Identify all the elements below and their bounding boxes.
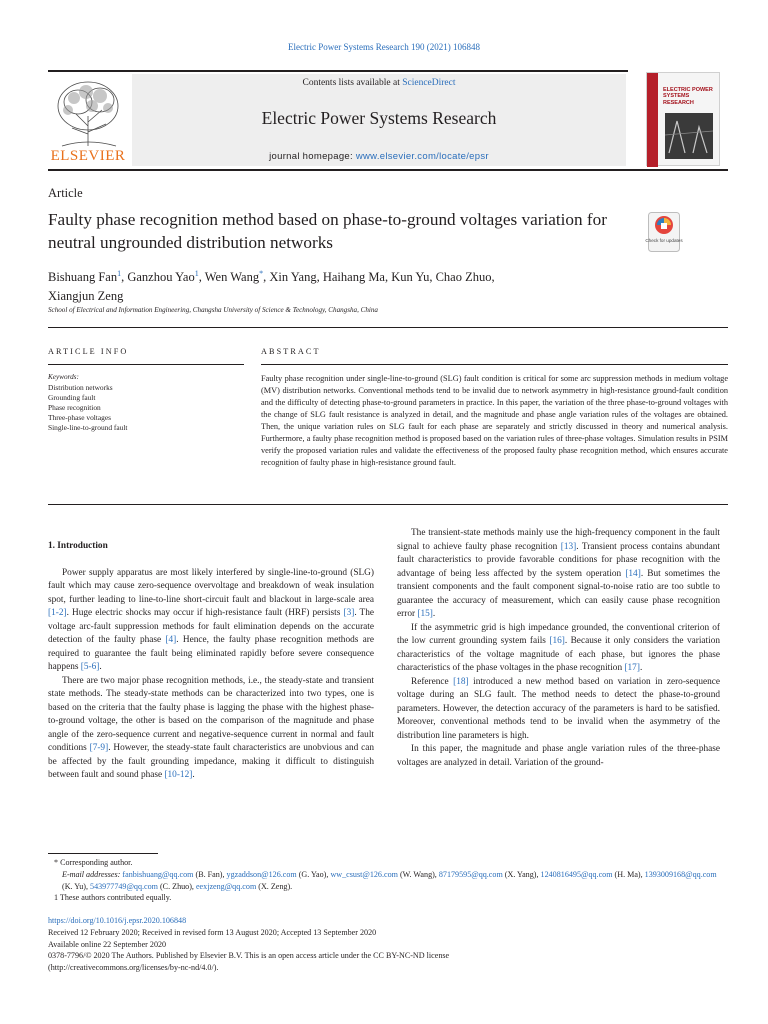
author-name: Xin Yang [269,270,317,285]
check-updates-label: Check for updates [645,238,683,243]
email-owner: (W. Wang), [397,869,439,879]
paragraph-text: . Hence, the faulty phase recognition methods are required to guarantee the fault being eliminated rapidly before severe consequence happens [48,635,374,672]
body-paragraph [397,676,720,744]
citation-link[interactable]: [16] [549,636,565,646]
author-list: Bishuang Fan$^1$, Ganzhou Yao$^1$, Wen Wang*, Xin Yang, Haihang Ma, Kun Yu, Chao Zhuo, Xiangjun Zeng [48,269,495,304]
paragraph-text: . [192,770,195,780]
email-link[interactable]: fanbishuang@qq.com [122,869,194,879]
affiliation: School of Electrical and Information Engineering, Changsha University of Science & Technology, Changsha, China [48,306,378,314]
keyword-item: Phase recognition [48,403,101,413]
email-addresses [48,869,728,893]
email-link[interactable]: 1393009168@qq.com [644,869,717,879]
keyword-item: Three-phase voltages [48,413,111,423]
homepage-prefix: journal homepage: [269,151,356,162]
doi-link[interactable]: https://doi.org/10.1016/j.epsr.2020.106848 [48,916,187,925]
left-paragraphs [48,567,374,783]
keyword-item: Distribution networks [48,383,113,392]
author-mark[interactable]: 1 [194,269,199,278]
keyword-list [48,383,127,433]
body-column-right [397,527,720,770]
keywords-label: Keywords: [48,373,79,381]
citation-link[interactable]: [5-6] [80,662,100,672]
paragraph-text: The transient-state methods mainly use the high-frequency component in the fault signal to achieve faulty phase recognition [397,528,720,552]
section-heading-introduction: 1. Introduction [48,541,108,551]
paragraph-text: . However, the steady-state fault characteristics are unobvious and can be affected by the fault grounding impedance, making it difficult to distinguish between fault and sound phase [48,743,374,780]
email-owner: (G. Yao), [296,869,331,879]
header-bottom-rule [48,169,728,171]
email-owner: (B. Fan), [193,869,227,879]
sciencedirect-link[interactable]: ScienceDirect [402,78,456,88]
paragraph-text: In this paper, the magnitude and phase angle variation rules of the three-phase voltages are analyzed in detail. Variation of the ground- [397,744,720,768]
citation-link[interactable]: [15] [417,609,433,619]
paragraph-text: . Transient process contains abundant fault characteristics to provide favorable conditions for phase recognition with the advantage of being less affected by the system operation [397,541,720,579]
article-info-heading: ARTICLE INFO [48,347,129,356]
paragraph-text: . [432,609,436,619]
author-name: Ganzhou Yao [127,270,195,285]
body-paragraph [397,743,720,770]
journal-name: Electric Power Systems Research [261,108,497,128]
article-title: Faulty phase recognition method based on phase-to-ground voltages variation for neutral ungrounded distribution networks [48,210,607,252]
license-text: 0378-7796/© 2020 The Authors. Published by Elsevier B.V. This is an open access article under the CC BY-NC-ND license [48,951,450,961]
author-mark[interactable]: * [259,269,264,278]
email-link[interactable]: eexjzeng@qq.com [195,881,257,891]
abstract-end-rule [48,504,728,505]
author-name: Kun Yu [391,270,430,285]
email-link[interactable]: ygzaddson@126.com [226,869,297,879]
cover-color-strip [647,73,658,167]
email-owner: (K. Yu), [62,881,91,891]
keyword-item: Grounding fault [48,393,96,403]
paragraph-text: Reference [411,676,454,687]
body-paragraph [397,527,720,622]
paragraph-text: Power supply apparatus are most likely interfered by single-line-to-ground (SLG) fault which may cause zero-sequence overvoltage and breakdown of weak insulation spot, further leading to line-to-line short-circuit fault and blackout in large-scale area [48,567,374,605]
body-column-left [48,540,374,783]
email-link[interactable]: 87179595@qq.com [438,869,503,879]
paragraph-text: . Because it only considers the variation characteristics of the voltage magnitude of each phase, but ignores the phase characteristics of the phase voltages in the phase recognition [397,636,721,673]
body-paragraph [48,675,374,783]
paragraph-text: If the asymmetric grid is high impedance grounded, the conventional criterion of the low current grounding system fails [397,622,720,646]
contents-prefix: Contents lists available at [302,78,403,88]
received-dates: Received 12 February 2020; Received in revised form 13 August 2020; Accepted 13 September 2020 [48,927,377,937]
author-mark[interactable]: 1 [117,269,122,278]
elsevier-wordmark: ELSEVIER [50,148,126,164]
license-url[interactable]: (http://creativecommons.org/licenses/by-nc-nd/4.0/). [48,963,219,973]
paragraph-text: There are two major phase recognition methods, i.e., the steady-state and transient state methods. The steady-state methods can be characterized into two types, one is based on the criteria that the faulty phase is lagging the phase with the highest phase-to-ground voltage, the other is based on the comparison of the magnitude and phase angle of the zero-sequence current and negative-sequence current in normal and fault conditions [48,675,374,753]
article-info-rule [48,364,244,365]
author-name: Xiangjun Zeng [48,289,124,304]
body-paragraph [397,622,720,676]
email-owner: (X. Yang), [502,869,541,879]
abstract-text: Faulty phase recognition under single-line-to-ground (SLG) fault condition is critical for some arc suppression methods in medium voltage (MV) distribution networks. Conventional methods tend to be invalid due to network asymmetry in high-resistance ground-fault condition and the difficulty of detecting phase-to-ground parameters in practice. In this paper, the variation of the three phase-to-ground voltages with the change of SLG fault resistance is analyzed in detail, and the magnitude and phase angle variation rules of the voltages are obtained. Then, the unique variation rules on SLG fault for each phase are separately and strictly discussed in theory and numerical analysis. Furthermore, a faulty phase recognition method is proposed based on the variation rules of three-phase voltages. Simulation results in PSIM verify the proposed variation rules and validate the effectiveness of the proposed faulty phase recognition method, which ensures accurate recognition of faulty phase in high-resistance ground fault. [261,374,728,467]
author-name: Haihang Ma [322,270,385,285]
author-name: Bishuang Fan [48,270,118,285]
paragraph-text: . [639,663,643,673]
email-link[interactable]: 543977749@qq.com [90,881,158,891]
email-owner: (C. Zhuo), [157,881,196,891]
corresponding-author-note: * Corresponding author. [54,858,133,867]
paragraph-text: . The voltage arc-fault suppression methods for fault elimination depends on the accurate detection of the faulty phase [48,608,375,645]
homepage-link[interactable]: www.elsevier.com/locate/epsr [355,151,489,162]
check-for-updates-icon[interactable] [645,212,683,252]
article-type: Article [48,186,83,200]
citation-link[interactable]: [1-2] [48,608,67,618]
email-owner: (H. Ma), [612,869,645,879]
paragraph-text: . Huge electric shocks may occur if high-resistance fault (HRF) persists [66,608,344,618]
abstract-rule [261,364,728,365]
abstract-heading: ABSTRACT [261,347,321,356]
available-online-date: Available online 22 September 2020 [48,939,167,949]
keyword-item: Single-line-to-ground fault [48,423,128,433]
cover-title: ELECTRIC POWER SYSTEMS RESEARCH [663,87,713,106]
author-name: Chao Zhuo [435,270,492,285]
citation-link[interactable]: [3] [343,608,355,618]
citation-link[interactable]: [10-12] [164,770,193,780]
header-top-rule [48,70,628,72]
title-divider [48,327,728,328]
email-owner: (X. Zeng). [256,881,293,891]
paragraph-text: introduced a new method based on variation in zero-sequence voltage during an SLG fault. The method needs to detect the phase-to-ground parameters. However, the detection accuracy of the parameters is hard to be satisfied. Moreover, conventional methods tend to be invalid when the asymmetry of the distribution line parameters is high. [397,676,720,741]
citation-link[interactable]: [7-9] [89,743,109,753]
email-label: E-mail addresses: [62,869,123,879]
citation-link[interactable]: [4] [165,635,177,645]
right-paragraphs [397,527,720,770]
footnotes [48,857,728,904]
citation-link[interactable]: [14] [625,568,641,579]
email-link[interactable]: 1240816495@qq.com [540,869,613,879]
citation-link[interactable]: [18] [453,676,469,687]
citation-link[interactable]: [17] [624,663,640,673]
cover-image-icon [665,113,713,159]
body-paragraph [48,567,374,675]
journal-citation[interactable]: Electric Power Systems Research 190 (2021) 106848 [288,42,480,52]
journal-homepage-line [132,151,626,162]
contents-line [132,78,626,88]
paragraph-text: . But sometimes the transient components and the fault component signal-to-noise ratio are too subtle to guarantee the accuracy of measurement, which can easily cause phase recognition error [397,568,721,619]
equal-contribution-note: 1 These authors contributed equally. [54,893,172,903]
citation-link[interactable]: [13] [560,541,577,552]
author-name: Wen Wang [204,270,260,285]
email-link[interactable]: ww_csust@126.com [330,869,398,879]
paragraph-text: . [99,662,102,672]
publication-info [48,915,728,974]
journal-cover-thumbnail[interactable] [646,72,720,166]
footnote-rule [48,853,158,854]
